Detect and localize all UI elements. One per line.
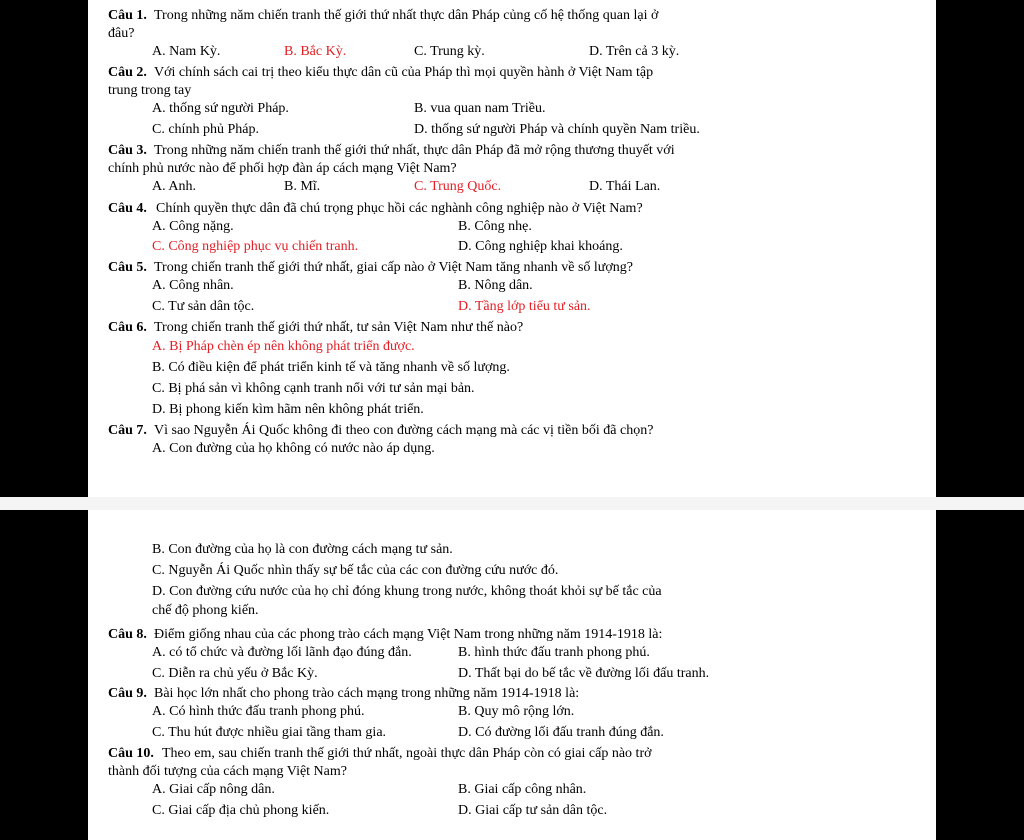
- option-b: B. Con đường của họ là con đường cách mạng tư sản.: [152, 542, 453, 557]
- question-text: Trong những năm chiến tranh thế giới thứ nhất thực dân Pháp củng cố hệ thống quan lại ở: [154, 8, 659, 23]
- option-a: A. Con đường của họ không có nước nào áp dụng.: [152, 441, 435, 456]
- question-label: Câu 1.: [108, 8, 147, 23]
- option-b: B. Nông dân.: [458, 278, 533, 293]
- option-a: A. Công nặng.: [152, 219, 234, 234]
- option-d: D. thống sứ người Pháp và chính quyền Nam triều.: [414, 122, 700, 137]
- options-row: [88, 643, 936, 663]
- options-row: [88, 42, 936, 62]
- options-row: [88, 99, 936, 119]
- question-text: Trong chiến tranh thế giới thứ nhất, tư sản Việt Nam như thế nào?: [154, 320, 524, 335]
- question-text: Trong những năm chiến tranh thế giới thứ nhất, thực dân Pháp đã mở rộng thương thuyết với: [154, 143, 675, 158]
- option-b-answer: B. Bắc Kỳ.: [284, 44, 347, 59]
- options-row: [88, 120, 936, 140]
- question-text: Vì sao Nguyễn Ái Quốc không đi theo con đường cách mạng mà các vị tiền bối đã chọn?: [154, 423, 654, 438]
- options-row: [88, 297, 936, 317]
- option-b: B. Công nhẹ.: [458, 219, 532, 234]
- options-row: [88, 801, 936, 821]
- option-a-answer: A. Bị Pháp chèn ép nên không phát triển được.: [152, 339, 415, 354]
- document-page-2: [88, 510, 936, 840]
- question-label: Câu 2.: [108, 65, 147, 80]
- option-a: A. Công nhân.: [152, 278, 234, 293]
- options-row: [88, 177, 936, 197]
- option-a: A. Có hình thức đấu tranh phong phú.: [152, 704, 365, 719]
- option-a: A. Nam Kỳ.: [152, 44, 221, 59]
- options-row: [88, 780, 936, 800]
- question-7: [88, 421, 936, 441]
- option-d: D. Con đường cứu nước của họ chỉ đóng khung trong nước, không thoát khỏi sự bế tắc của: [152, 584, 662, 599]
- options-row: [88, 237, 936, 257]
- option-c: C. Diễn ra chủ yếu ở Bắc Kỳ.: [152, 666, 318, 681]
- question-text-cont: đâu?: [108, 26, 135, 41]
- option-b: B. Giai cấp công nhân.: [458, 782, 587, 797]
- page-gap: [0, 497, 1024, 510]
- question-text-cont: thành đối tượng của cách mạng Việt Nam?: [108, 764, 347, 779]
- option-d-answer: D. Tầng lớp tiểu tư sản.: [458, 299, 591, 314]
- question-text: Với chính sách cai trị theo kiểu thực dân cũ của Pháp thì mọi quyền hành ở Việt Nam tập: [154, 65, 654, 80]
- question-8: [88, 625, 936, 645]
- option-d: D. Bị phong kiến kìm hãm nên không phát triển.: [152, 402, 424, 417]
- option-a: A. thống sứ người Pháp.: [152, 101, 289, 116]
- question-label: Câu 10.: [108, 746, 154, 761]
- option-b: B. Quy mô rộng lớn.: [458, 704, 575, 719]
- question-text-cont: chính phủ nước nào để phối hợp đàn áp cách mạng Việt Nam?: [108, 161, 457, 176]
- question-text: Bài học lớn nhất cho phong trào cách mạng trong những năm 1914-1918 là:: [154, 686, 580, 701]
- question-text: Trong chiến tranh thế giới thứ nhất, giai cấp nào ở Việt Nam tăng nhanh về số lượng?: [154, 260, 634, 275]
- question-text: Điểm giống nhau của các phong trào cách mạng Việt Nam trong những năm 1914-1918 là:: [154, 627, 663, 642]
- option-d: D. Công nghiệp khai khoáng.: [458, 239, 623, 254]
- option-c: C. Thu hút được nhiều giai tầng tham gia.: [152, 725, 387, 740]
- option-d: D. Giai cấp tư sản dân tộc.: [458, 803, 608, 818]
- question-label: Câu 9.: [108, 686, 147, 701]
- option-b: B. vua quan nam Triều.: [414, 101, 546, 116]
- question-text-cont: trung trong tay: [108, 83, 192, 98]
- option-b: B. Mĩ.: [284, 179, 321, 194]
- question-label: Câu 6.: [108, 320, 147, 335]
- question-text: Theo em, sau chiến tranh thế giới thứ nhất, ngoài thực dân Pháp còn có giai cấp nào trở: [162, 746, 652, 761]
- option-c: C. chính phủ Pháp.: [152, 122, 259, 137]
- question-label: Câu 4.: [108, 201, 147, 216]
- option-b: B. hình thức đấu tranh phong phú.: [458, 645, 650, 660]
- question-text: Chính quyền thực dân đã chú trọng phục hồi các nghành công nghiệp nào ở Việt Nam?: [156, 201, 643, 216]
- option-d: D. Có đường lối đấu tranh đúng đắn.: [458, 725, 664, 740]
- option-c: C. Bị phá sản vì không cạnh tranh nổi với tư sản mại bản.: [152, 381, 475, 396]
- options-row: [88, 664, 936, 684]
- question-label: Câu 5.: [108, 260, 147, 275]
- options-row: [88, 217, 936, 237]
- option-c: C. Giai cấp địa chủ phong kiến.: [152, 803, 330, 818]
- options-row: [88, 276, 936, 296]
- option-b: B. Có điều kiện để phát triển kinh tế và tăng nhanh về số lượng.: [152, 360, 510, 375]
- option-c: C. Trung kỳ.: [414, 44, 485, 59]
- option-c-answer: C. Công nghiệp phục vụ chiến tranh.: [152, 239, 359, 254]
- option-c: C. Nguyễn Ái Quốc nhìn thấy sự bế tắc của các con đường cứu nước đó.: [152, 563, 559, 578]
- document-page-1: [88, 0, 936, 497]
- question-3: [88, 141, 936, 161]
- options-row: [88, 702, 936, 722]
- option-a: A. Giai cấp nông dân.: [152, 782, 275, 797]
- question-label: Câu 7.: [108, 423, 147, 438]
- option-c-answer: C. Trung Quốc.: [414, 179, 502, 194]
- question-label: Câu 3.: [108, 143, 147, 158]
- option-a: A. Anh.: [152, 179, 196, 194]
- question-6: [88, 318, 936, 338]
- question-10: [88, 744, 936, 764]
- option-c: C. Tư sản dân tộc.: [152, 299, 255, 314]
- question-1: [88, 6, 936, 26]
- question-4: [88, 199, 936, 219]
- question-9: [88, 684, 936, 704]
- option-d: D. Thất bại do bế tắc về đường lối đấu tranh.: [458, 666, 710, 681]
- option-d: D. Thái Lan.: [589, 179, 661, 194]
- option-d: D. Trên cả 3 kỳ.: [589, 44, 680, 59]
- question-5: [88, 258, 936, 278]
- question-2: [88, 63, 936, 83]
- question-label: Câu 8.: [108, 627, 147, 642]
- options-row: [88, 723, 936, 743]
- option-a: A. có tổ chức và đường lối lãnh đạo đúng đắn.: [152, 645, 412, 660]
- option-d-cont: chế độ phong kiến.: [152, 603, 259, 618]
